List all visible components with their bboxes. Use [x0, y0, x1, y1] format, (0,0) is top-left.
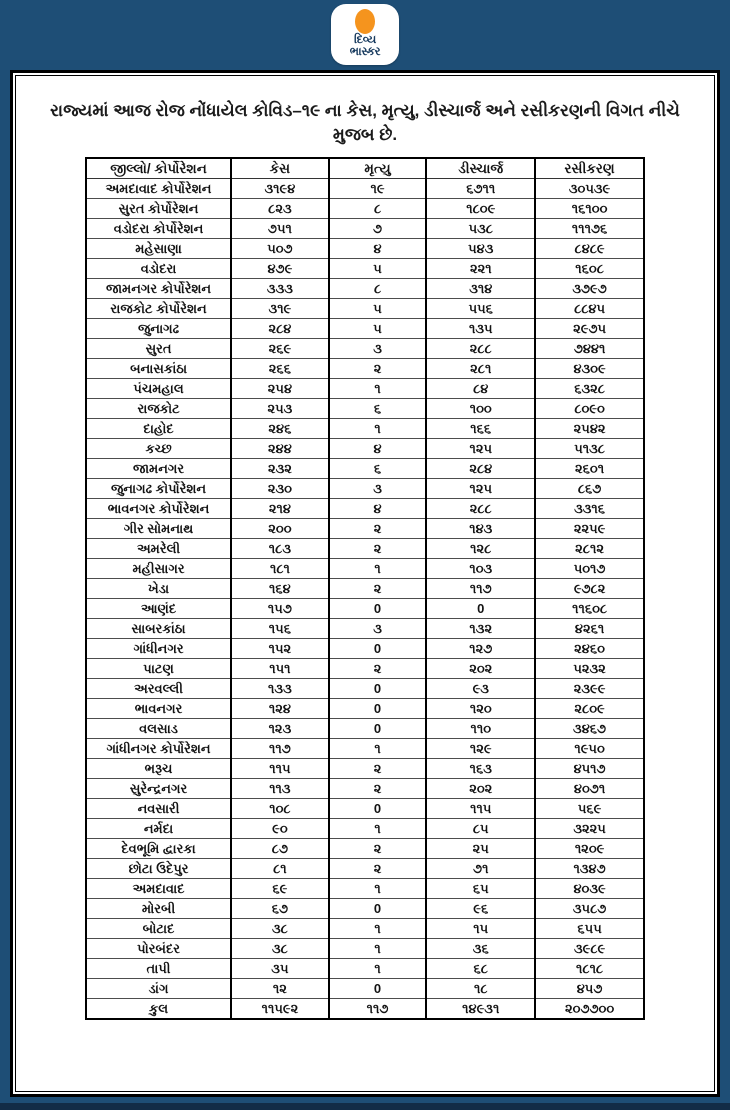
district-cell: ગીર સોમનાથ [86, 518, 231, 538]
discharge-cell: ૧૬૩ [426, 758, 535, 778]
table-row [86, 758, 644, 778]
table-row [86, 778, 644, 798]
deaths-cell: 0 [329, 718, 427, 738]
vaccination-cell: ૫૦૧૭ [535, 558, 644, 578]
discharge-cell: ૧૨૫ [426, 478, 535, 498]
vaccination-cell: ૧૮૧૮ [535, 958, 644, 978]
vaccination-cell: ૩૪૬૭ [535, 718, 644, 738]
district-cell: ભાવનગર કોર્પોરેશન [86, 498, 231, 518]
cases-cell: ૭૫૧ [231, 218, 329, 238]
table-row [86, 258, 644, 278]
table-row [86, 378, 644, 398]
deaths-cell: ૨ [329, 538, 427, 558]
table-row [86, 218, 644, 238]
deaths-cell: ૧ [329, 878, 427, 898]
cases-cell: ૧૨૩ [231, 718, 329, 738]
bottom-edge [0, 1103, 730, 1110]
vaccination-cell: ૩૭૯૭ [535, 278, 644, 298]
discharge-cell: ૨૦૨ [426, 658, 535, 678]
cases-cell: ૧૨૪ [231, 698, 329, 718]
discharge-cell: ૯૬ [426, 898, 535, 918]
discharge-cell: ૮૫ [426, 818, 535, 838]
deaths-cell: ૩ [329, 478, 427, 498]
district-cell: જુનાગઢ [86, 318, 231, 338]
table-row [86, 638, 644, 658]
deaths-cell: ૧ [329, 558, 427, 578]
table-row [86, 538, 644, 558]
cases-cell: ૧૧૩ [231, 778, 329, 798]
discharge-cell: ૧૫ [426, 918, 535, 938]
vaccination-cell: ૧૯૫૦ [535, 738, 644, 758]
deaths-cell: ૫ [329, 318, 427, 338]
district-cell: મોરબી [86, 898, 231, 918]
district-cell: ડાંગ [86, 978, 231, 998]
vaccination-cell: ૫૧૩૮ [535, 438, 644, 458]
table-row [86, 558, 644, 578]
table-row [86, 878, 644, 898]
deaths-cell: ૨ [329, 518, 427, 538]
logo-text [331, 35, 399, 58]
table-row [86, 398, 644, 418]
cases-cell: ૮૧ [231, 858, 329, 878]
deaths-cell: ૨ [329, 758, 427, 778]
discharge-cell: 0 [426, 598, 535, 618]
cases-cell: ૧૮૩ [231, 538, 329, 558]
discharge-cell: ૫૩૮ [426, 218, 535, 238]
logo-line1: દિવ્ય [354, 34, 376, 46]
vaccination-cell: ૪૦૭૧ [535, 778, 644, 798]
discharge-cell: ૨૮૮ [426, 338, 535, 358]
deaths-cell: ૩ [329, 338, 427, 358]
total-row [86, 998, 644, 1019]
discharge-cell: ૧૦૩ [426, 558, 535, 578]
vaccination-cell: ૧૬૧૦૦ [535, 198, 644, 218]
vaccination-cell: ૪૩૦૯ [535, 358, 644, 378]
covid-table-body [86, 178, 644, 1019]
discharge-cell: ૨૮૮ [426, 498, 535, 518]
discharge-cell: ૧૪૩ [426, 518, 535, 538]
col-header-vaccination: રસીકરણ [535, 158, 644, 179]
discharge-cell: ૫૫૬ [426, 298, 535, 318]
vaccination-cell: ૪૨૬૧ [535, 618, 644, 638]
deaths-cell: ૧૯ [329, 178, 427, 198]
discharge-cell: ૧૨૦ [426, 698, 535, 718]
table-row [86, 238, 644, 258]
table-row [86, 518, 644, 538]
table-row [86, 178, 644, 198]
deaths-cell: 0 [329, 678, 427, 698]
table-row [86, 938, 644, 958]
deaths-cell: ૨ [329, 778, 427, 798]
cases-cell: ૧૦૮ [231, 798, 329, 818]
table-row [86, 578, 644, 598]
table-row [86, 958, 644, 978]
cases-cell: ૧૫૨ [231, 638, 329, 658]
cases-cell: ૮૨૩ [231, 198, 329, 218]
discharge-cell: ૧૧૦ [426, 718, 535, 738]
vaccination-cell: ૨૨૫૯ [535, 518, 644, 538]
vaccination-cell: ૫૬૯ [535, 798, 644, 818]
vaccination-cell: ૨૪૬૦ [535, 638, 644, 658]
district-cell: છોટા ઉદેપુર [86, 858, 231, 878]
cases-cell: ૧૫૬ [231, 618, 329, 638]
vaccination-cell: ૪૫૧૭ [535, 758, 644, 778]
vaccination-cell: ૪૦૩૯ [535, 878, 644, 898]
deaths-cell: ૭ [329, 218, 427, 238]
table-row [86, 678, 644, 698]
deaths-cell: 0 [329, 978, 427, 998]
vaccination-cell: ૧૩૪૭ [535, 858, 644, 878]
table-row [86, 458, 644, 478]
district-cell: વડોદરા કોર્પોરેશન [86, 218, 231, 238]
cases-cell: ૧૧૫ [231, 758, 329, 778]
district-cell: જામનગર [86, 458, 231, 478]
vaccination-cell: ૩૩૧૬ [535, 498, 644, 518]
cases-cell: ૩૮ [231, 938, 329, 958]
discharge-cell: ૧૨૮ [426, 538, 535, 558]
cases-cell: ૧૫૧ [231, 658, 329, 678]
deaths-cell: ૧ [329, 918, 427, 938]
deaths-cell: ૧૧૭ [329, 998, 427, 1019]
deaths-cell: ૧ [329, 958, 427, 978]
cases-cell: ૧૬૪ [231, 578, 329, 598]
deaths-cell: ૧ [329, 378, 427, 398]
cases-cell: ૧૩૩ [231, 678, 329, 698]
cases-cell: ૬૯ [231, 878, 329, 898]
cases-cell: ૫૦૭ [231, 238, 329, 258]
district-cell: ખેડા [86, 578, 231, 598]
district-cell: જામનગર કોર્પોરેશન [86, 278, 231, 298]
vaccination-cell: ૮૮૪૫ [535, 298, 644, 318]
discharge-cell: ૧૬૬ [426, 418, 535, 438]
cases-cell: ૧૨ [231, 978, 329, 998]
vaccination-cell: ૨૫૪૨ [535, 418, 644, 438]
logo-dot-icon [355, 9, 375, 34]
district-cell: ગાંધીનગર કોર્પોરેશન [86, 738, 231, 758]
deaths-cell: ૨ [329, 578, 427, 598]
table-row [86, 478, 644, 498]
cases-cell: ૨૫૪ [231, 378, 329, 398]
vaccination-cell: ૩૯૮૯ [535, 938, 644, 958]
cases-cell: ૩૧૯૪ [231, 178, 329, 198]
district-cell: કચ્છ [86, 438, 231, 458]
discharge-cell: ૧૩૫ [426, 318, 535, 338]
cases-cell: ૨૦૦ [231, 518, 329, 538]
col-header-district: જીલ્લો/ કોર્પોરેશન [86, 158, 231, 179]
deaths-cell: ૨ [329, 858, 427, 878]
vaccination-cell: ૩૫૮૭ [535, 898, 644, 918]
table-row [86, 818, 644, 838]
district-cell: મહેસાણા [86, 238, 231, 258]
vaccination-cell: ૮૬૭ [535, 478, 644, 498]
cases-cell: ૧૫૭ [231, 598, 329, 618]
district-cell: વલસાડ [86, 718, 231, 738]
cases-cell: ૨૫૩ [231, 398, 329, 418]
district-cell: અમરેલી [86, 538, 231, 558]
table-row [86, 718, 644, 738]
table-row [86, 978, 644, 998]
vaccination-cell: ૨૮૧૨ [535, 538, 644, 558]
discharge-cell: ૩૧૪ [426, 278, 535, 298]
district-cell: બોટાદ [86, 918, 231, 938]
table-row [86, 278, 644, 298]
cases-cell: ૨૪૪ [231, 438, 329, 458]
deaths-cell: ૩ [329, 618, 427, 638]
table-row [86, 438, 644, 458]
deaths-cell: 0 [329, 698, 427, 718]
discharge-cell: ૧૪૯૩૧ [426, 998, 535, 1019]
table-row [86, 418, 644, 438]
discharge-cell: ૨૮૧ [426, 358, 535, 378]
table-row [86, 918, 644, 938]
discharge-cell: ૨૦૨ [426, 778, 535, 798]
cases-cell: ૧૧૫૯૨ [231, 998, 329, 1019]
table-row [86, 738, 644, 758]
table-row [86, 298, 644, 318]
vaccination-cell: ૬૩૨૮ [535, 378, 644, 398]
col-header-deaths: મૃત્યુ [329, 158, 427, 179]
discharge-cell: ૮૪ [426, 378, 535, 398]
vaccination-cell: ૭૪૪૧ [535, 338, 644, 358]
district-cell: પાટણ [86, 658, 231, 678]
vaccination-cell: ૫૨૩૨ [535, 658, 644, 678]
discharge-cell: ૩૬ [426, 938, 535, 958]
discharge-cell: ૨૫ [426, 838, 535, 858]
cases-cell: ૯૦ [231, 818, 329, 838]
district-cell: જુનાગઢ કોર્પોરેશન [86, 478, 231, 498]
col-header-discharge: ડીસ્ચાર્જ [426, 158, 535, 179]
district-cell: વડોદરા [86, 258, 231, 278]
deaths-cell: 0 [329, 598, 427, 618]
discharge-cell: ૬૮ [426, 958, 535, 978]
discharge-cell: ૧૨૭ [426, 638, 535, 658]
cases-cell: ૬૭ [231, 898, 329, 918]
deaths-cell: ૮ [329, 278, 427, 298]
district-cell: ગાંધીનગર [86, 638, 231, 658]
cases-cell: ૨૮૪ [231, 318, 329, 338]
cases-cell: ૧૮૧ [231, 558, 329, 578]
vaccination-cell: ૮૪૮૯ [535, 238, 644, 258]
district-cell: કુલ [86, 998, 231, 1019]
cases-cell: ૮૭ [231, 838, 329, 858]
discharge-cell: ૧૮ [426, 978, 535, 998]
table-row [86, 898, 644, 918]
deaths-cell: ૧ [329, 818, 427, 838]
district-cell: અમદાવાદ કોર્પોરેશન [86, 178, 231, 198]
deaths-cell: ૧ [329, 418, 427, 438]
discharge-cell: ૫૪૩ [426, 238, 535, 258]
cases-cell: ૩૮ [231, 918, 329, 938]
district-cell: નવસારી [86, 798, 231, 818]
cases-cell: ૪૭૯ [231, 258, 329, 278]
vaccination-cell: ૧૨૦૯ [535, 838, 644, 858]
cases-cell: ૨૩૦ [231, 478, 329, 498]
deaths-cell: ૪ [329, 238, 427, 258]
deaths-cell: 0 [329, 898, 427, 918]
vaccination-cell: ૩૨૨૫ [535, 818, 644, 838]
discharge-cell: ૬૫ [426, 878, 535, 898]
discharge-cell: ૧૨૫ [426, 438, 535, 458]
table-row [86, 618, 644, 638]
district-cell: સુરત [86, 338, 231, 358]
vaccination-cell: ૨૯૭૫ [535, 318, 644, 338]
vaccination-cell: ૧૧૧૭૬ [535, 218, 644, 238]
district-cell: ભરૂચ [86, 758, 231, 778]
vaccination-cell: ૩૦૫૩૯ [535, 178, 644, 198]
district-cell: રાજકોટ [86, 398, 231, 418]
district-cell: બનાસકાંઠા [86, 358, 231, 378]
deaths-cell: ૫ [329, 258, 427, 278]
cases-cell: ૨૬૯ [231, 338, 329, 358]
district-cell: ભાવનગર [86, 698, 231, 718]
deaths-cell: ૧ [329, 738, 427, 758]
deaths-cell: ૨ [329, 358, 427, 378]
deaths-cell: ૨ [329, 838, 427, 858]
table-row [86, 338, 644, 358]
district-cell: દેવભૂમિ દ્વારકા [86, 838, 231, 858]
cases-cell: ૨૩૨ [231, 458, 329, 478]
vaccination-cell: ૪૫૭ [535, 978, 644, 998]
discharge-cell: ૧૧૫ [426, 798, 535, 818]
deaths-cell: ૨ [329, 658, 427, 678]
district-cell: સુરત કોર્પોરેશન [86, 198, 231, 218]
discharge-cell: ૨૨૧ [426, 258, 535, 278]
vaccination-cell: ૨૮૦૯ [535, 698, 644, 718]
cases-cell: ૨૪૬ [231, 418, 329, 438]
table-row [86, 858, 644, 878]
divya-bhaskar-logo [331, 4, 399, 65]
col-header-cases: કેસ [231, 158, 329, 179]
vaccination-cell: ૨૦૭૭૦૦ [535, 998, 644, 1019]
table-row [86, 838, 644, 858]
deaths-cell: ૪ [329, 438, 427, 458]
discharge-cell: ૧૦૦ [426, 398, 535, 418]
cases-cell: ૧૧૭ [231, 738, 329, 758]
table-row [86, 358, 644, 378]
page-title: રાજ્યમાં આજ રોજ નોંધાયેલ કોવિડ–૧૯ ના કેસ, મૃત્યુ, ડીસ્ચાર્જ અને રસીકરણની વિગત નીચે મુજબ છે. [50, 101, 680, 144]
header-row [86, 158, 644, 179]
logo-line2: ભાસ્કર [349, 45, 381, 58]
district-cell: દાહોદ [86, 418, 231, 438]
table-row [86, 698, 644, 718]
discharge-cell: ૨૮૪ [426, 458, 535, 478]
table-row [86, 498, 644, 518]
deaths-cell: 0 [329, 638, 427, 658]
vaccination-cell: ૨૬૦૧ [535, 458, 644, 478]
discharge-cell: ૬૭૧૧ [426, 178, 535, 198]
district-cell: તાપી [86, 958, 231, 978]
covid-table [85, 157, 645, 1020]
vaccination-cell: ૬૫૫ [535, 918, 644, 938]
district-cell: અરવલ્લી [86, 678, 231, 698]
table-row [86, 318, 644, 338]
deaths-cell: ૬ [329, 458, 427, 478]
cases-cell: ૨૧૪ [231, 498, 329, 518]
district-cell: રાજકોટ કોર્પોરેશન [86, 298, 231, 318]
discharge-cell: ૧૮૦૯ [426, 198, 535, 218]
table-row [86, 658, 644, 678]
deaths-cell: ૪ [329, 498, 427, 518]
discharge-cell: ૯૩ [426, 678, 535, 698]
deaths-cell: ૬ [329, 398, 427, 418]
cases-cell: ૩૧૯ [231, 298, 329, 318]
table-row [86, 598, 644, 618]
district-cell: મહીસાગર [86, 558, 231, 578]
info-card [10, 70, 720, 1097]
vaccination-cell: ૯૭૮૨ [535, 578, 644, 598]
deaths-cell: ૮ [329, 198, 427, 218]
vaccination-cell: ૧૧૬૦૮ [535, 598, 644, 618]
table-row [86, 198, 644, 218]
deaths-cell: 0 [329, 798, 427, 818]
vaccination-cell: ૮૦૯૦ [535, 398, 644, 418]
district-cell: આણંદ [86, 598, 231, 618]
deaths-cell: ૧ [329, 938, 427, 958]
vaccination-cell: ૨૩૯૯ [535, 678, 644, 698]
cases-cell: ૩૫ [231, 958, 329, 978]
vaccination-cell: ૧૬૦૮ [535, 258, 644, 278]
deaths-cell: ૫ [329, 298, 427, 318]
table-row [86, 798, 644, 818]
discharge-cell: ૭૧ [426, 858, 535, 878]
cases-cell: ૨૬૬ [231, 358, 329, 378]
district-cell: સુરેન્દ્રનગર [86, 778, 231, 798]
cases-cell: ૩૩૩ [231, 278, 329, 298]
district-cell: અમદાવાદ [86, 878, 231, 898]
district-cell: પોરબંદર [86, 938, 231, 958]
district-cell: નર્મદા [86, 818, 231, 838]
district-cell: સાબરકાંઠા [86, 618, 231, 638]
discharge-cell: ૧૧૭ [426, 578, 535, 598]
discharge-cell: ૧૩૨ [426, 618, 535, 638]
district-cell: પંચમહાલ [86, 378, 231, 398]
discharge-cell: ૧૨૯ [426, 738, 535, 758]
